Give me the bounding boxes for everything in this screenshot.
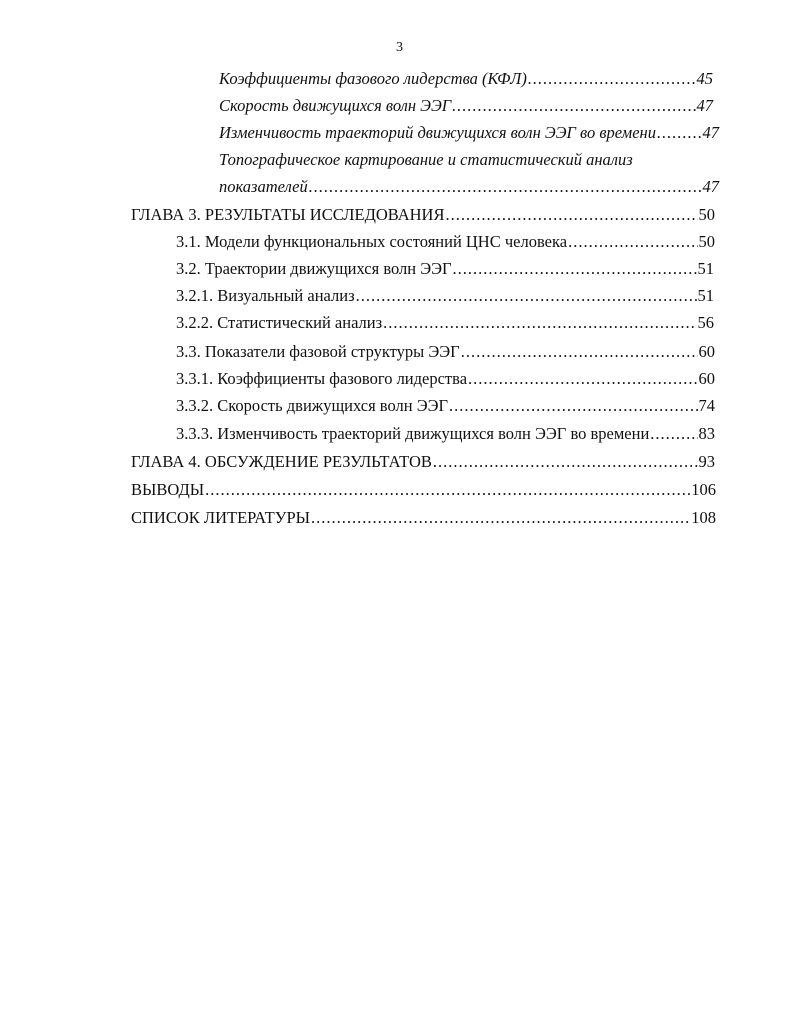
toc-entry-page: 83 — [698, 424, 715, 443]
page-number: 3 — [396, 40, 403, 55]
toc-entry[interactable] — [176, 342, 715, 366]
toc-entry-label: СПИСОК ЛИТЕРАТУРЫ — [131, 508, 311, 527]
toc-entry-page: 60 — [698, 342, 715, 361]
toc-entry-label: 3.3.1. Коэффициенты фазового лидерства — [176, 369, 468, 388]
toc-entry[interactable] — [219, 96, 713, 120]
toc-entry-page: 108 — [691, 508, 716, 527]
toc-entry-page: 51 — [697, 259, 714, 278]
toc-entry-page: 60 — [698, 369, 715, 388]
toc-leader — [452, 96, 695, 116]
toc-leader — [657, 123, 702, 143]
toc-entry-page: 45 — [696, 69, 713, 88]
toc-leader — [650, 424, 697, 444]
toc-entry-label: 3.2.1. Визуальный анализ — [176, 286, 355, 305]
toc-entry-label: ГЛАВА 4. ОБСУЖДЕНИЕ РЕЗУЛЬТАТОВ — [131, 452, 432, 471]
toc-entry-page: 51 — [697, 286, 714, 305]
toc-entry[interactable] — [176, 259, 714, 283]
toc-entry[interactable] — [176, 313, 714, 337]
toc-entry[interactable] — [176, 232, 715, 256]
toc-leader — [528, 69, 696, 89]
toc-leader — [445, 205, 697, 225]
toc-entry-label: Коэффициенты фазового лидерства (КФЛ) — [219, 69, 527, 88]
toc-leader — [205, 480, 690, 500]
toc-chapter-entry[interactable] — [131, 452, 715, 476]
toc-leader — [449, 396, 697, 416]
toc-leader — [453, 259, 697, 279]
toc-leader — [461, 342, 698, 362]
toc-entry-page: 74 — [698, 396, 715, 415]
toc-entry[interactable] — [176, 369, 715, 393]
toc-leader — [356, 286, 697, 306]
toc-entry-page: 93 — [698, 452, 715, 471]
toc-leader — [309, 177, 702, 197]
toc-entry-label: 3.3.2. Скорость движущихся волн ЭЭГ — [176, 396, 449, 415]
toc-chapter-entry[interactable] — [131, 480, 716, 504]
toc-entry-label: 3.2.2. Статистический анализ — [176, 313, 383, 332]
toc-entry-label: 3.2. Траектории движущихся волн ЭЭГ — [176, 259, 452, 278]
toc-entry-page: 47 — [696, 96, 713, 115]
toc-entry-label: 3.1. Модели функциональных состояний ЦНС человека — [176, 232, 568, 251]
toc-entry[interactable] — [176, 424, 715, 448]
toc-entry-label: показателей — [219, 177, 308, 196]
toc-entry-page: 106 — [691, 480, 716, 499]
toc-entry-label-line1[interactable]: Топографическое картирование и статистический анализ — [219, 150, 633, 169]
toc-entry[interactable] — [176, 396, 715, 420]
toc-chapter-entry[interactable] — [131, 508, 716, 532]
toc-chapter-entry[interactable] — [131, 205, 715, 229]
toc-entry-label: 3.3.3. Изменчивость траекторий движущихся волн ЭЭГ во времени — [176, 424, 650, 443]
toc-entry-label: ГЛАВА 3. РЕЗУЛЬТАТЫ ИССЛЕДОВАНИЯ — [131, 205, 445, 224]
toc-entry-page: 50 — [698, 205, 715, 224]
toc-leader — [383, 313, 696, 333]
toc-entry-page: 56 — [697, 313, 714, 332]
toc-entry-label: ВЫВОДЫ — [131, 480, 205, 499]
toc-entry-label: Скорость движущихся волн ЭЭГ — [219, 96, 452, 115]
toc-leader — [568, 232, 697, 252]
toc-entry-label: Изменчивость траекторий движущихся волн ЭЭГ во времени — [219, 123, 656, 142]
toc-entry-page: 47 — [702, 123, 719, 142]
toc-entry-page: 47 — [702, 177, 719, 196]
toc-leader — [468, 369, 697, 389]
toc-entry-label: 3.3. Показатели фазовой структуры ЭЭГ — [176, 342, 460, 361]
toc-leader — [311, 508, 690, 528]
toc-entry[interactable] — [219, 177, 719, 201]
toc-entry[interactable] — [219, 69, 713, 93]
toc-entry-page: 50 — [698, 232, 715, 251]
toc-entry[interactable] — [176, 286, 714, 310]
toc-entry[interactable] — [219, 123, 719, 147]
toc-leader — [433, 452, 698, 472]
